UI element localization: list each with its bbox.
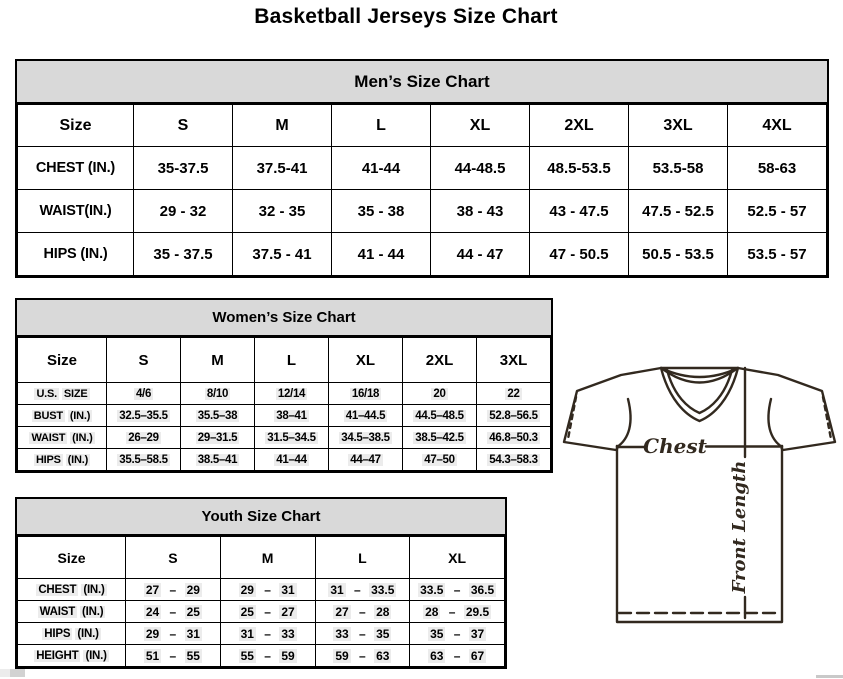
highlighted-text: 25 bbox=[240, 604, 254, 619]
youth-table bbox=[17, 536, 505, 667]
row-label bbox=[18, 449, 107, 471]
highlighted-text: 12/14 bbox=[277, 387, 306, 400]
size-value-cell bbox=[403, 449, 477, 471]
size-value-cell: 33.5 – 36.5 bbox=[410, 579, 505, 601]
column-header: 2XL bbox=[530, 105, 629, 147]
column-header: M bbox=[181, 338, 255, 383]
size-value-cell bbox=[181, 427, 255, 449]
size-value-cell bbox=[255, 449, 329, 471]
highlighted-text: WAIST bbox=[31, 431, 66, 444]
jersey-left-armhole-seam bbox=[617, 399, 631, 447]
header-row bbox=[18, 338, 551, 383]
highlighted-text: HEIGHT bbox=[36, 649, 79, 662]
column-header: 3XL bbox=[477, 338, 551, 383]
highlighted-text: (IN.) bbox=[69, 409, 91, 422]
highlighted-text: 25 bbox=[186, 604, 200, 619]
size-value-cell: 31 – 33.5 bbox=[315, 579, 410, 601]
size-value-cell: 33 – 35 bbox=[315, 623, 410, 645]
highlighted-text: (IN.) bbox=[82, 605, 104, 618]
size-value-cell bbox=[403, 405, 477, 427]
highlighted-text: 34.5–38.5 bbox=[341, 431, 390, 444]
column-header: 3XL bbox=[629, 105, 728, 147]
size-value-cell: 24 – 25 bbox=[126, 601, 221, 623]
jersey-measurement-diagram bbox=[555, 355, 843, 645]
size-value-cell bbox=[181, 383, 255, 405]
size-value-cell: 37.5-41 bbox=[233, 147, 332, 190]
size-value-cell: 35 – 37 bbox=[410, 623, 505, 645]
table-row bbox=[18, 623, 505, 645]
table-row bbox=[18, 601, 505, 623]
size-value-cell: 44 - 47 bbox=[431, 233, 530, 276]
row-label: HIPS (IN.) bbox=[18, 233, 134, 276]
highlighted-text: (IN.) bbox=[83, 583, 105, 596]
column-header: L bbox=[255, 338, 329, 383]
size-value-cell: 32 - 35 bbox=[233, 190, 332, 233]
youth-chart-title: Youth Size Chart bbox=[17, 499, 505, 536]
size-value-cell bbox=[107, 383, 181, 405]
size-header: Size bbox=[18, 537, 126, 579]
table-row bbox=[18, 449, 551, 471]
jersey-right-sleeve bbox=[738, 368, 835, 450]
highlighted-text: 33.5 bbox=[371, 582, 395, 597]
scrollbar-fragment-left bbox=[10, 669, 25, 677]
highlighted-text: 38.5–42.5 bbox=[415, 431, 464, 444]
highlighted-text: 20 bbox=[433, 387, 446, 400]
column-header: XL bbox=[329, 338, 403, 383]
highlighted-text: 16/18 bbox=[351, 387, 380, 400]
highlighted-text: 29 bbox=[186, 582, 200, 597]
highlighted-text: 41–44.5 bbox=[345, 409, 386, 422]
size-value-cell bbox=[255, 427, 329, 449]
size-value-cell bbox=[181, 405, 255, 427]
size-value-cell: 41 - 44 bbox=[332, 233, 431, 276]
size-value-cell bbox=[477, 449, 551, 471]
size-value-cell bbox=[477, 383, 551, 405]
column-header: 2XL bbox=[403, 338, 477, 383]
highlighted-text: 22 bbox=[507, 387, 520, 400]
table-row bbox=[18, 383, 551, 405]
highlighted-text: 31 bbox=[330, 582, 344, 597]
size-value-cell: 27 – 29 bbox=[126, 579, 221, 601]
mens-table bbox=[17, 104, 827, 276]
size-value-cell: 47.5 - 52.5 bbox=[629, 190, 728, 233]
scrollbar-fragment-left-light bbox=[0, 669, 10, 677]
size-value-cell: 25 – 27 bbox=[220, 601, 315, 623]
highlighted-text: 28 bbox=[376, 604, 390, 619]
highlighted-text: 63 bbox=[430, 648, 444, 663]
row-label: CHEST (IN.) bbox=[18, 147, 134, 190]
highlighted-text: 55 bbox=[240, 648, 254, 663]
highlighted-text: 32.5–35.5 bbox=[119, 409, 168, 422]
table-row bbox=[18, 645, 505, 667]
size-value-cell bbox=[477, 427, 551, 449]
size-value-cell bbox=[403, 427, 477, 449]
size-value-cell bbox=[107, 405, 181, 427]
header-row bbox=[18, 537, 505, 579]
size-value-cell: 41-44 bbox=[332, 147, 431, 190]
highlighted-text: 35.5–58.5 bbox=[119, 453, 168, 466]
mens-size-chart bbox=[15, 59, 829, 278]
table-row bbox=[18, 233, 827, 276]
size-value-cell: 50.5 - 53.5 bbox=[629, 233, 728, 276]
highlighted-text: 4/6 bbox=[135, 387, 152, 400]
highlighted-text: (IN.) bbox=[85, 649, 107, 662]
womens-table bbox=[17, 337, 551, 471]
highlighted-text: (IN.) bbox=[72, 431, 93, 444]
highlighted-text: 55 bbox=[186, 648, 200, 663]
size-value-cell bbox=[107, 449, 181, 471]
highlighted-text: 29 bbox=[145, 626, 160, 641]
size-value-cell: 44-48.5 bbox=[431, 147, 530, 190]
highlighted-text: 29.5 bbox=[465, 604, 490, 619]
size-value-cell: 59 – 63 bbox=[315, 645, 410, 667]
highlighted-text: 37 bbox=[470, 626, 485, 641]
highlighted-text: 41–44 bbox=[276, 453, 307, 466]
size-value-cell bbox=[477, 405, 551, 427]
highlighted-text: 29 bbox=[240, 582, 254, 597]
column-header: S bbox=[134, 105, 233, 147]
table-row bbox=[18, 147, 827, 190]
column-header: S bbox=[107, 338, 181, 383]
size-value-cell: 29 - 32 bbox=[134, 190, 233, 233]
row-label bbox=[18, 623, 126, 645]
highlighted-text: 8/10 bbox=[206, 387, 229, 400]
highlighted-text: 59 bbox=[281, 648, 295, 663]
highlighted-text: CHEST bbox=[38, 583, 77, 596]
size-value-cell bbox=[107, 427, 181, 449]
highlighted-text: 35 bbox=[430, 626, 444, 641]
highlighted-text: 31 bbox=[186, 626, 200, 641]
jersey-right-armhole-seam bbox=[768, 399, 782, 447]
row-label bbox=[18, 427, 107, 449]
size-header: Size bbox=[18, 338, 107, 383]
size-value-cell bbox=[255, 405, 329, 427]
highlighted-text: 52.8–56.5 bbox=[489, 409, 538, 422]
highlighted-text: HIPS bbox=[35, 453, 61, 466]
row-label bbox=[18, 383, 107, 405]
size-value-cell bbox=[403, 383, 477, 405]
chest-label: Chest bbox=[643, 434, 707, 458]
size-value-cell: 63 – 67 bbox=[410, 645, 505, 667]
highlighted-text: 44–47 bbox=[350, 453, 381, 466]
size-value-cell bbox=[329, 427, 403, 449]
row-label bbox=[18, 579, 126, 601]
highlighted-text: WAIST bbox=[39, 605, 76, 618]
column-header: S bbox=[126, 537, 221, 579]
highlighted-text: 31.5–34.5 bbox=[267, 431, 316, 444]
mens-chart-title: Men’s Size Chart bbox=[17, 61, 827, 104]
highlighted-text: 47–50 bbox=[424, 453, 455, 466]
scrollbar-fragment-right bbox=[816, 675, 843, 678]
column-header: L bbox=[332, 105, 431, 147]
size-header: Size bbox=[18, 105, 134, 147]
highlighted-text: 26–29 bbox=[128, 431, 159, 444]
jersey-body-outline bbox=[617, 446, 782, 622]
size-value-cell: 27 – 28 bbox=[315, 601, 410, 623]
highlighted-text: (IN.) bbox=[77, 627, 99, 640]
row-label bbox=[18, 601, 126, 623]
highlighted-text: 51 bbox=[145, 648, 160, 663]
highlighted-text: 36.5 bbox=[470, 582, 495, 597]
table-row bbox=[18, 427, 551, 449]
row-label bbox=[18, 645, 126, 667]
row-label bbox=[18, 405, 107, 427]
highlighted-text: 33 bbox=[281, 626, 295, 641]
size-value-cell bbox=[329, 383, 403, 405]
size-value-cell: 55 – 59 bbox=[220, 645, 315, 667]
page-title: Basketball Jerseys Size Chart bbox=[254, 5, 558, 28]
highlighted-text: 44.5–48.5 bbox=[415, 409, 464, 422]
column-header: M bbox=[220, 537, 315, 579]
size-value-cell: 29 – 31 bbox=[126, 623, 221, 645]
size-value-cell: 51 – 55 bbox=[126, 645, 221, 667]
womens-size-chart bbox=[15, 298, 553, 473]
front-length-label: Front Length bbox=[729, 460, 750, 594]
highlighted-text: 31 bbox=[240, 626, 254, 641]
highlighted-text: 33.5 bbox=[420, 582, 444, 597]
table-row bbox=[18, 190, 827, 233]
column-header: XL bbox=[431, 105, 530, 147]
size-value-cell: 35-37.5 bbox=[134, 147, 233, 190]
size-value-cell bbox=[181, 449, 255, 471]
size-value-cell: 38 - 43 bbox=[431, 190, 530, 233]
size-value-cell bbox=[329, 449, 403, 471]
highlighted-text: 67 bbox=[470, 648, 485, 663]
column-header: 4XL bbox=[728, 105, 827, 147]
column-header: M bbox=[233, 105, 332, 147]
highlighted-text: 38.5–41 bbox=[197, 453, 238, 466]
highlighted-text: 35 bbox=[376, 626, 390, 641]
highlighted-text: (IN.) bbox=[67, 453, 89, 466]
size-value-cell: 52.5 - 57 bbox=[728, 190, 827, 233]
womens-chart-title: Women’s Size Chart bbox=[17, 300, 551, 337]
highlighted-text: 59 bbox=[335, 648, 349, 663]
size-value-cell: 28 – 29.5 bbox=[410, 601, 505, 623]
highlighted-text: 31 bbox=[281, 582, 295, 597]
size-value-cell bbox=[329, 405, 403, 427]
size-value-cell: 31 – 33 bbox=[220, 623, 315, 645]
size-value-cell: 58-63 bbox=[728, 147, 827, 190]
highlighted-text: U.S. bbox=[36, 387, 58, 400]
size-value-cell bbox=[255, 383, 329, 405]
highlighted-text: 27 bbox=[281, 604, 295, 619]
row-label: WAIST(IN.) bbox=[18, 190, 134, 233]
highlighted-text: 46.8–50.3 bbox=[489, 431, 538, 444]
size-value-cell: 29 – 31 bbox=[220, 579, 315, 601]
youth-size-chart bbox=[15, 497, 507, 669]
header-row bbox=[18, 105, 827, 147]
highlighted-text: 27 bbox=[335, 604, 349, 619]
size-value-cell: 53.5-58 bbox=[629, 147, 728, 190]
size-value-cell: 53.5 - 57 bbox=[728, 233, 827, 276]
size-value-cell: 43 - 47.5 bbox=[530, 190, 629, 233]
table-row bbox=[18, 405, 551, 427]
highlighted-text: SIZE bbox=[63, 387, 88, 400]
highlighted-text: 54.3–58.3 bbox=[489, 453, 538, 466]
highlighted-text: 33 bbox=[335, 626, 349, 641]
size-value-cell: 35 - 37.5 bbox=[134, 233, 233, 276]
column-header: L bbox=[315, 537, 410, 579]
highlighted-text: 27 bbox=[145, 582, 160, 597]
size-value-cell: 47 - 50.5 bbox=[530, 233, 629, 276]
highlighted-text: 29–31.5 bbox=[197, 431, 238, 444]
highlighted-text: 35.5–38 bbox=[197, 409, 238, 422]
size-value-cell: 37.5 - 41 bbox=[233, 233, 332, 276]
highlighted-text: 38–41 bbox=[276, 409, 307, 422]
column-header: XL bbox=[410, 537, 505, 579]
highlighted-text: HIPS bbox=[44, 627, 71, 640]
highlighted-text: 24 bbox=[145, 604, 160, 619]
highlighted-text: BUST bbox=[33, 409, 63, 422]
highlighted-text: 28 bbox=[425, 604, 439, 619]
highlighted-text: 63 bbox=[376, 648, 390, 663]
size-value-cell: 48.5-53.5 bbox=[530, 147, 629, 190]
size-value-cell: 35 - 38 bbox=[332, 190, 431, 233]
table-row bbox=[18, 579, 505, 601]
